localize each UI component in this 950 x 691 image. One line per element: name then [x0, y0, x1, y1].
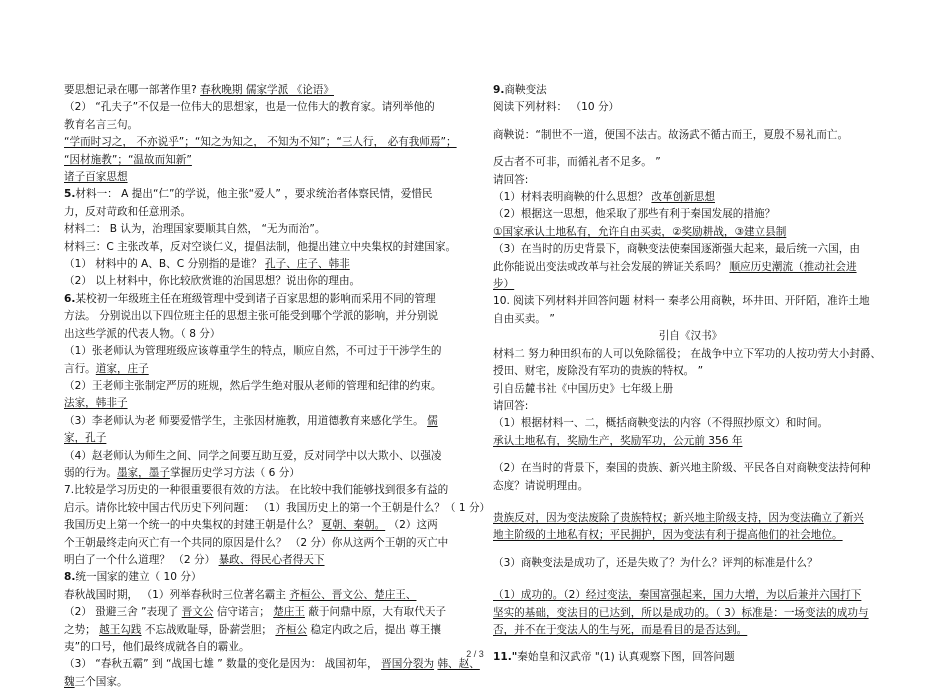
answer-text: 地主阶级的土地私有权；平民拥护，因为变法有利于提高他们的社会地位。	[493, 529, 843, 542]
text-line	[64, 117, 464, 134]
text-line	[493, 82, 888, 99]
text-line	[493, 363, 888, 380]
text-segment: 掌握历史学习方法（ 6 分）	[169, 466, 300, 479]
text-segment: 蔽于问鼎中原，大有取代天子	[304, 606, 447, 619]
text-segment: 方法。 分别说出以下四位班主任的思想主张可能受到哪个学派的影响，并分别说	[64, 310, 439, 323]
text-line	[493, 328, 888, 345]
text-line	[64, 569, 464, 586]
answer-text: ①国家承认土地私有，允许自由买卖，②奖励耕战，③建立县制	[493, 225, 787, 238]
text-segment: 10. 阅读下列材料并回答问题 材料一 秦孝公用商鞅，坏井田、开阡陌，准许土地	[493, 295, 870, 308]
text-segment: （3）商鞅变法是成功了，还是失败了？为什么？评判的标准是什么？	[493, 556, 818, 569]
text-segment: 态度？请说明理由。	[493, 479, 589, 492]
text-line	[64, 169, 464, 186]
answer-text: 齐桓公	[275, 623, 308, 636]
text-segment: 引自《汉书》	[658, 330, 723, 343]
text-line	[493, 433, 888, 450]
text-segment: 请回答:	[493, 173, 529, 186]
text-segment: 信守诺言；	[213, 606, 274, 619]
text-segment: （1） 材料中的 A、B、C 分别指的是谁？	[64, 258, 266, 271]
text-line	[64, 413, 464, 430]
text-line	[64, 204, 464, 221]
text-segment: 材料一： A 提出“仁”的学说，他主张“爱人” ，要求统治者体察民情，爱惜民	[75, 188, 433, 201]
answer-text: 孔子、庄子、韩非	[265, 258, 350, 271]
text-line	[64, 343, 464, 360]
text-line	[64, 291, 464, 308]
spacer	[493, 545, 888, 555]
answer-text: 春秋晚期 儒家学派 《论语》	[200, 84, 334, 96]
text-line	[493, 460, 888, 477]
question-number: 6.	[64, 292, 76, 305]
text-line	[64, 134, 464, 151]
question-number: 11."	[493, 651, 518, 664]
text-line	[64, 395, 464, 412]
text-segment: （4）赵老师认为师生之间、同学之间要互助互爱，反对同学中以大欺小、以强凌	[64, 449, 442, 462]
spacer	[493, 117, 888, 127]
answer-text: 家，孔子	[64, 432, 107, 445]
text-segment: 材料二 努力种田织布的人可以免除徭役； 在战争中立下军功的人按功劳大小封爵、	[493, 347, 882, 360]
text-line	[64, 482, 464, 499]
text-segment: 我国历史上第一个统一的中央集权的封建王朝是什么？	[64, 519, 322, 532]
text-segment: 三个国家。	[74, 675, 128, 688]
text-line	[493, 172, 888, 189]
text-line	[64, 517, 464, 534]
question-number: 5.	[64, 188, 76, 201]
text-line	[64, 535, 464, 552]
text-segment: 反古者不可非，而循礼者不足多。 ”	[493, 156, 661, 169]
answer-text: 否，并不在于变法人的生与死，而是看目的是否达到。	[493, 623, 748, 636]
text-segment: （3）李老师认为老 师要爱惜学生，主张因材施教，用道德教育来感化学生。	[64, 414, 428, 427]
text-segment: （1）材料表明商鞅的什么思想？	[493, 191, 652, 204]
text-line	[64, 361, 464, 378]
text-line	[493, 510, 888, 527]
text-line	[493, 398, 888, 415]
spacer	[493, 144, 888, 154]
answer-text: 晋文公	[181, 606, 214, 619]
text-segment: 秦始皇和汉武帝 "(1) 认真观察下图，回答问题	[517, 651, 735, 664]
text-segment: 材料二： B 认为，治理国家要顺其自然， “无为而治”。	[64, 223, 326, 236]
answer-text: 墨家，墨子	[116, 466, 170, 479]
text-line	[64, 587, 464, 604]
answer-text: “因材施教”；“温故而知新”	[64, 153, 192, 166]
text-line	[493, 259, 888, 276]
spacer	[493, 572, 888, 587]
text-segment: （2）王老师主张制定严厉的班规，然后学生绝对服从老师的管理和纪律的约束。	[64, 379, 442, 392]
text-line	[493, 527, 888, 544]
text-line	[64, 604, 464, 621]
answer-text: 暴政、得民心者得天下	[218, 553, 325, 566]
text-line	[64, 308, 464, 325]
text-segment: （3）在当时的历史背景下，商鞅变法使秦国逐渐强大起来，最后统一六国，由	[493, 243, 860, 256]
answer-text: 道家，庄子	[95, 362, 149, 375]
text-line	[493, 293, 888, 310]
answer-text: 齐桓公、晋文公、楚庄王、	[289, 588, 417, 601]
answer-text: 韩、赵、	[437, 658, 480, 671]
text-line	[493, 587, 888, 604]
answer-text: 越王勾践	[99, 623, 142, 636]
text-line	[64, 378, 464, 395]
answer-text: 贵族反对，因为变法废除了贵族特权；新兴地主阶级支持，因为变法确立了新兴	[493, 511, 864, 524]
text-segment: 阅读下列材料： （10 分）	[493, 101, 620, 114]
text-line	[64, 326, 464, 343]
answer-text: 改革创新思想	[651, 191, 715, 204]
text-segment: （2） “孔夫子”不仅是一位伟大的思想家，也是一位伟大的教育家。请列举他的	[64, 101, 435, 114]
text-segment: 教育名言三句。	[64, 118, 139, 131]
text-segment: 商鞅变法	[504, 84, 547, 96]
text-segment: 商鞅说：“制世不一道，便国不法古。故汤武不循古而王，夏殷不易礼而亡。	[493, 128, 849, 141]
answer-text: 诸子百家思想	[64, 171, 128, 184]
text-segment: （2）在当时的背景下，秦国的贵族、新兴地主阶级、平民各自对商鞅变法持何种	[493, 462, 871, 475]
text-line	[64, 552, 464, 569]
text-line	[493, 415, 888, 432]
spacer	[493, 639, 888, 649]
text-line	[493, 241, 888, 258]
text-segment: （1）根据材料一、二，概括商鞅变法的内容（不得照抄原文）和时间。	[493, 417, 829, 430]
text-line	[64, 152, 464, 169]
answer-text: 晋国分裂为	[381, 658, 435, 671]
text-line	[64, 465, 464, 482]
text-line	[493, 224, 888, 241]
text-line	[64, 430, 464, 447]
text-segment: 弱的行为。	[64, 466, 117, 479]
text-segment: 请回答:	[493, 399, 529, 412]
text-line	[493, 555, 888, 572]
text-line	[64, 273, 464, 290]
text-line	[493, 346, 888, 363]
text-segment: 之势；	[64, 623, 100, 636]
text-line	[493, 622, 888, 639]
answer-text: 夏朝、秦朝。	[321, 519, 386, 532]
text-line	[64, 656, 480, 673]
text-line	[64, 82, 464, 99]
spacer	[493, 495, 888, 510]
text-segment: （3） “春秋五霸” 到 “战国七雄 ” 数量的变化是因为： 战国初年，	[64, 658, 382, 671]
text-line	[64, 674, 464, 691]
text-line	[493, 381, 888, 398]
answer-text: 儒	[427, 414, 438, 427]
text-line	[64, 99, 464, 116]
answer-text: 步）	[493, 278, 515, 291]
text-segment: 要思想记录在哪一部著作里?	[64, 84, 201, 96]
text-segment: 授田、财宅，废除没有军功的贵族的特权。 ”	[493, 365, 704, 378]
text-line	[493, 154, 888, 171]
text-segment: 7.比较是学习历史的一种很重要很有效的方法。 在比较中我们能够找到很多有益的	[64, 484, 449, 497]
text-segment: 力，反对苛政和任意刑杀。	[64, 205, 192, 218]
text-segment: 春秋战国时期， （1）列举春秋时三位著名霸主	[64, 588, 290, 601]
text-segment: 稳定内政之后，提出 尊王攘	[307, 623, 442, 636]
text-line	[493, 189, 888, 206]
text-segment: 不忘战败耻辱，卧薪尝胆；	[141, 623, 276, 636]
text-line	[493, 605, 888, 622]
text-segment: 夷”的口号，他们最终成就各自的霸业。	[64, 641, 250, 653]
text-line	[493, 127, 888, 144]
text-segment: （2）根据这一思想，他采取了那些有利于秦国发展的措施？	[493, 208, 776, 221]
answer-text: 顺应历史潮流（推动社会进	[729, 260, 857, 273]
answer-text: 坚实的基础，变法目的已达到，所以是成功的。（ 3）标准是：一场变法的成功与	[493, 606, 869, 619]
text-line	[64, 239, 464, 256]
text-line	[493, 276, 888, 293]
answer-text: （1）成功的。（2）经过变法，秦国富强起来，国力大增，为以后兼并六国打下	[493, 589, 862, 602]
question-number: 8.	[64, 571, 76, 584]
text-segment: 自由买卖。 ”	[493, 312, 555, 325]
answer-text: 魏	[64, 675, 75, 688]
text-segment: 个王朝最终走向灭亡有一个共同的原因是什么？ （2 分）你从这两个王朝的灭亡中	[64, 536, 449, 549]
text-segment: 明白了一个什么道理？ （2 分）	[64, 553, 219, 566]
text-line	[64, 622, 464, 639]
text-line	[493, 99, 888, 116]
text-line	[64, 500, 491, 517]
text-segment: 某校初一年级班主任在班级管理中受到诸子百家思想的影响而采用不同的管理	[75, 292, 436, 305]
answer-text: 法家，韩非子	[64, 397, 128, 410]
spacer	[493, 450, 888, 460]
text-segment: 出这些学派的代表人物。（ 8 分）	[64, 327, 221, 340]
text-line	[493, 478, 888, 495]
text-segment: 材料三：C 主张改革，反对空谈仁义，提倡法制，他提出建立中央集权的封建国家。	[64, 240, 457, 253]
text-line	[64, 221, 464, 238]
text-segment: （2）这两	[385, 519, 438, 532]
text-line	[64, 448, 464, 465]
answer-text: 承认土地私有，奖励生产，奖励军功，公元前 356 年	[493, 434, 743, 447]
text-segment: （1）张老师认为管理班级应该尊重学生的特点，顺应自然，不可过于干涉学生的	[64, 345, 442, 358]
text-segment: 启示。请你比较中国古代历史下列问题： （1）我国历史上的第一个王朝是什么？（ 1 分）	[64, 501, 491, 514]
answer-text: “学而时习之， 不亦说乎”；“知之为知之， 不知为不知”；“三人行， 必有我师焉”；	[64, 136, 457, 149]
text-segment: （2） 蛩避三舍 ”表现了	[64, 606, 182, 619]
text-segment: 引自岳麓书社《中国历史》七年级上册	[493, 382, 674, 395]
right-column	[493, 82, 888, 667]
question-number: 9.	[493, 84, 505, 96]
text-segment: 此你能说出变法或改革与社会发展的辨证关系吗？	[493, 260, 730, 273]
text-segment: 言行。	[64, 362, 96, 375]
page-number: 2 / 3	[466, 649, 484, 659]
text-segment: 统一国家的建立（ 10 分）	[75, 571, 202, 584]
answer-text: 楚庄王	[273, 606, 305, 619]
text-segment: （2） 以上材料中，你比较欣赏谁的治国思想？说出你的理由。	[64, 275, 361, 288]
text-line	[64, 186, 464, 203]
text-line	[64, 256, 464, 273]
text-line	[493, 206, 888, 223]
text-line	[493, 311, 888, 328]
